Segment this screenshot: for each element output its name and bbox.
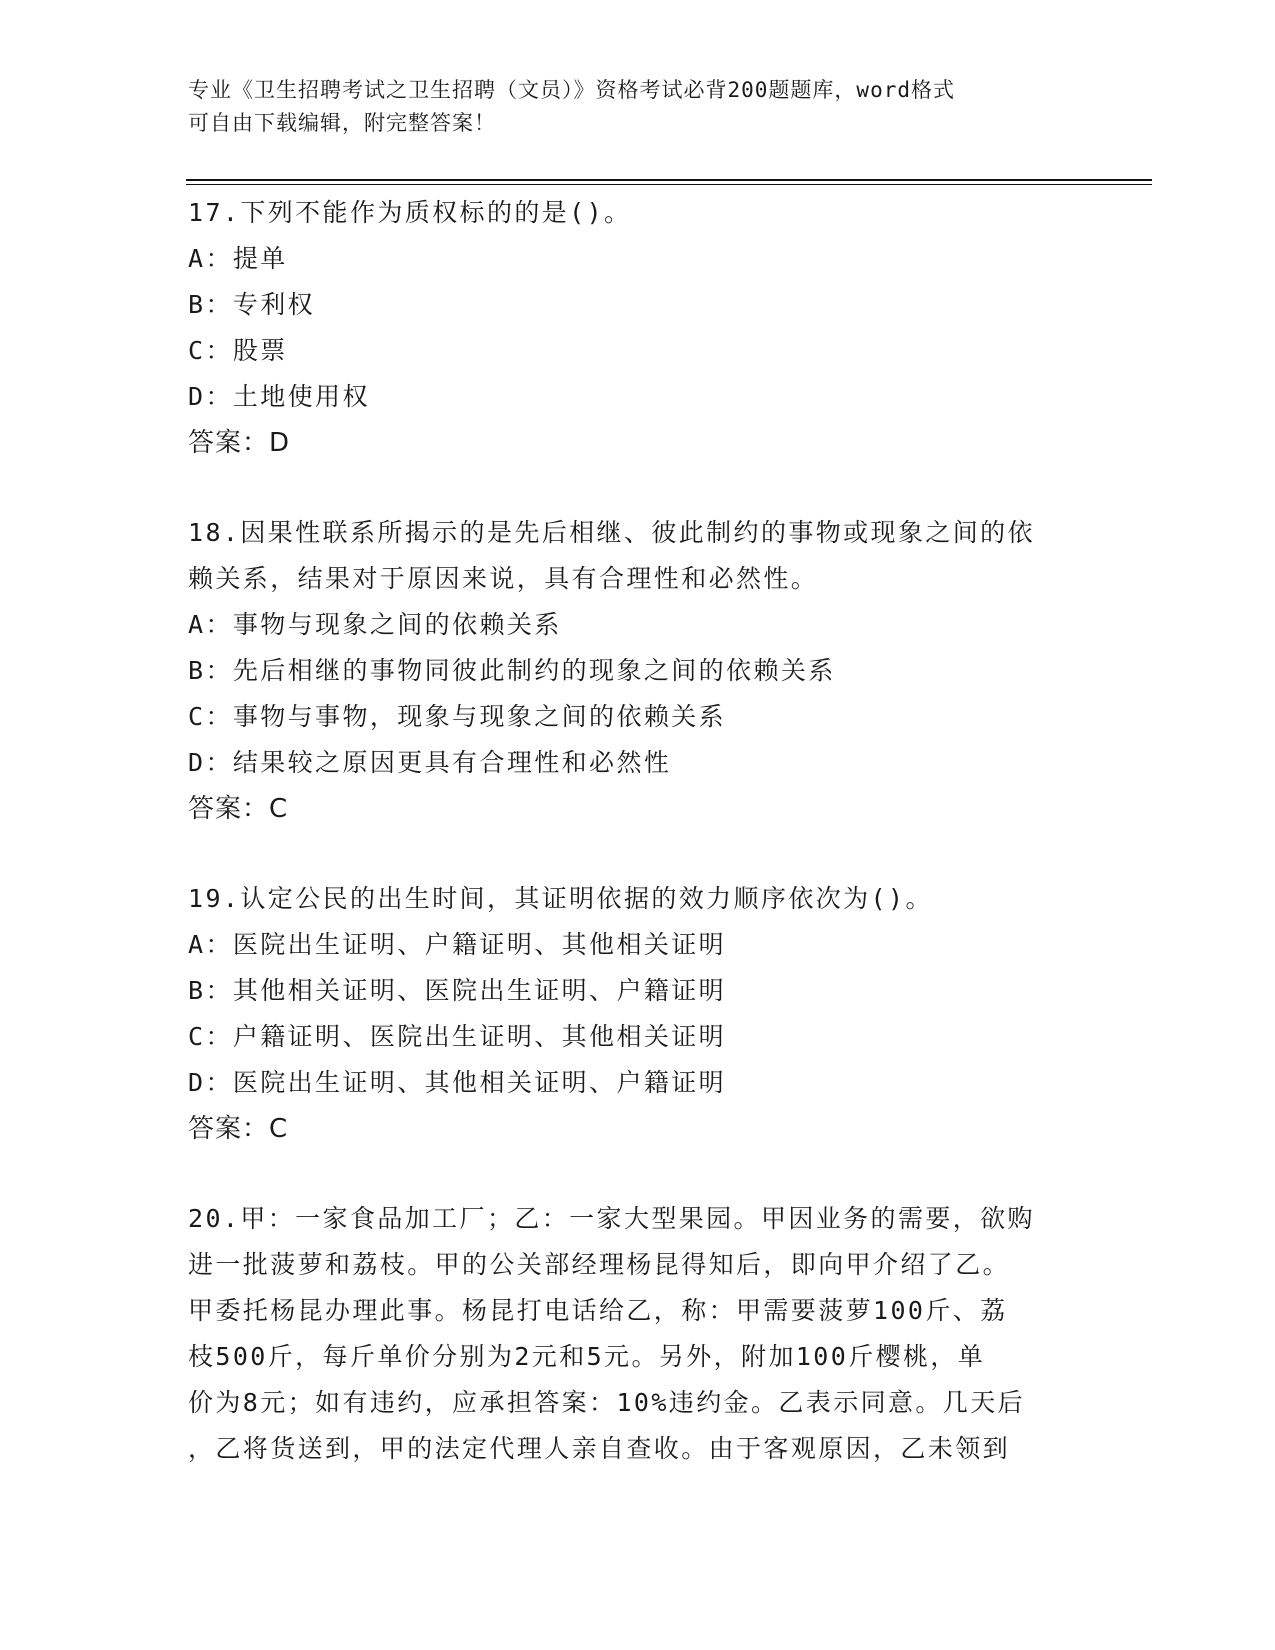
question-stem: 20.甲：一家食品加工厂；乙：一家大型果园。甲因业务的需要，欲购 xyxy=(188,1204,1035,1233)
question-stem: 19.认定公民的出生时间，其证明依据的效力顺序依次为()。 xyxy=(188,884,933,913)
question-stem-continued: ，乙将货送到，甲的法定代理人亲自查收。由于客观原因，乙未领到 xyxy=(188,1434,1011,1463)
answer-line: 答案：C xyxy=(188,1114,289,1144)
question-19 xyxy=(188,876,1088,1152)
question-stem-continued: 进一批菠萝和荔枝。甲的公关部经理杨昆得知后，即向甲介绍了乙。 xyxy=(188,1250,1011,1279)
question-stem: 18.因果性联系所揭示的是先后相继、彼此制约的事物或现象之间的依 xyxy=(188,518,1035,547)
option-d: D：结果较之原因更具有合理性和必然性 xyxy=(188,748,672,777)
question-20 xyxy=(188,1196,1088,1472)
question-stem-continued: 赖关系，结果对于原因来说，具有合理性和必然性。 xyxy=(188,564,819,593)
answer-line: 答案：D xyxy=(188,428,291,458)
question-list xyxy=(188,190,1088,1516)
document-header xyxy=(188,74,1068,140)
option-a: A：提单 xyxy=(188,244,288,273)
option-c: C：户籍证明、医院出生证明、其他相关证明 xyxy=(188,1022,727,1051)
option-a: A：事物与现象之间的依赖关系 xyxy=(188,610,562,639)
option-a: A：医院出生证明、户籍证明、其他相关证明 xyxy=(188,930,727,959)
option-b: B：专利权 xyxy=(188,290,316,319)
option-b: B：先后相继的事物同彼此制约的现象之间的依赖关系 xyxy=(188,656,836,685)
question-stem-continued: 枝500斤，每斤单价分别为2元和5元。另外，附加100斤樱桃，单 xyxy=(188,1342,986,1371)
option-b: B：其他相关证明、医院出生证明、户籍证明 xyxy=(188,976,727,1005)
question-17 xyxy=(188,190,1088,466)
question-stem-continued: 价为8元；如有违约，应承担答案：10%违约金。乙表示同意。几天后 xyxy=(188,1388,1026,1417)
header-divider-thin xyxy=(186,184,1152,185)
answer-line: 答案：C xyxy=(188,794,289,824)
header-line-2: 可自由下载编辑，附完整答案！ xyxy=(188,111,496,135)
option-d: D：土地使用权 xyxy=(188,382,370,411)
header-line-1: 专业《卫生招聘考试之卫生招聘（文员）》资格考试必背200题题库，word格式 xyxy=(188,78,955,102)
option-d: D：医院出生证明、其他相关证明、户籍证明 xyxy=(188,1068,727,1097)
option-c: C：股票 xyxy=(188,336,288,365)
option-c: C：事物与事物，现象与现象之间的依赖关系 xyxy=(188,702,727,731)
question-stem-continued: 甲委托杨昆办理此事。杨昆打电话给乙，称：甲需要菠萝100斤、荔 xyxy=(188,1296,1008,1325)
question-stem: 17.下列不能作为质权标的的是()。 xyxy=(188,198,632,227)
question-18 xyxy=(188,510,1088,832)
header-divider-thick xyxy=(186,179,1152,181)
